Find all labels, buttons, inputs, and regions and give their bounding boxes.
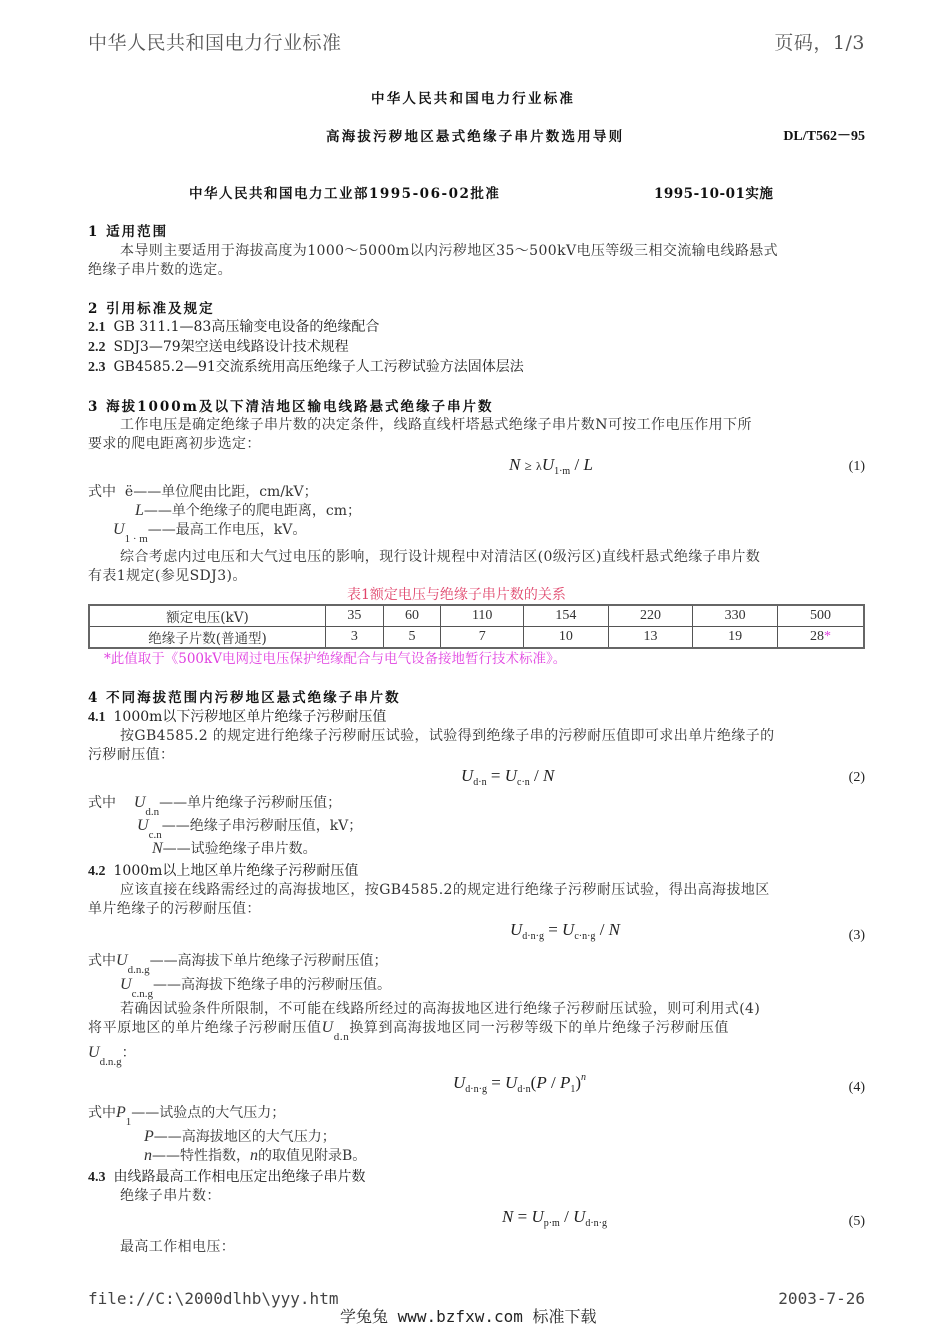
table-cell: 19 bbox=[693, 627, 778, 649]
eq-symbol: U bbox=[504, 766, 517, 785]
section-3-para-line1: 工作电压是确定绝缘子串片数的决定条件，线路直线杆塔悬式绝缘子串片数N可按工作电压作用下所 bbox=[120, 417, 752, 433]
document-title: 高海拔污秽地区悬式绝缘子串片数选用导则 bbox=[326, 129, 625, 145]
variable-definition bbox=[152, 838, 317, 858]
var-subscript: d.n.g bbox=[99, 1056, 122, 1068]
standard-code: DL/T562－95 bbox=[783, 129, 865, 144]
table-row bbox=[89, 605, 864, 627]
variable-definition bbox=[88, 1102, 285, 1128]
cell-value: 28 bbox=[809, 629, 824, 644]
eq-symbol: N bbox=[543, 766, 555, 785]
section-4-2-para2-line1: 若确因试验条件所限制，不可能在线路所经过的高海拔地区进行绝缘子污秽耐压试验，则可利用式(4) bbox=[120, 1001, 761, 1017]
eq-operator: / bbox=[546, 1073, 560, 1092]
eq-operator: ( bbox=[530, 1073, 537, 1092]
section-4-1-para-line2: 污秽耐压值： bbox=[88, 747, 175, 763]
para-text: 将平原地区的单片绝缘子污秽耐压值 bbox=[88, 1020, 322, 1036]
equation-2 bbox=[461, 766, 554, 788]
section-3-para2-line2: 有表1规定(参见SDJ3)。 bbox=[88, 568, 247, 584]
var-subscript: 1 bbox=[125, 1116, 132, 1128]
var-subscript: c.n bbox=[148, 829, 162, 841]
section-4-3-line2: 最高工作相电压： bbox=[120, 1239, 236, 1255]
var-symbol: U bbox=[88, 1044, 100, 1061]
eq-subscript: c·n·g bbox=[574, 931, 596, 942]
row-header: 额定电压(kV) bbox=[89, 605, 326, 627]
eq-operator: = bbox=[486, 766, 505, 785]
item-text: SDJ3—79架空送电线路设计技术规程 bbox=[113, 339, 349, 355]
section-3-para2-line1: 综合考虑内过电压和大气过电压的影响，现行设计规程中对清洁区(0级污区)直线杆悬式绝缘子串片数 bbox=[120, 549, 761, 565]
section-1-para-line2: 绝缘子串片数的选定。 bbox=[88, 262, 232, 278]
equation-3 bbox=[510, 920, 620, 942]
var-symbol: n bbox=[250, 1147, 258, 1164]
eq-subscript: d·n bbox=[517, 1084, 531, 1095]
var-subscript: d.n bbox=[333, 1031, 350, 1043]
equation-5 bbox=[502, 1207, 607, 1229]
section-4-3-line1: 绝缘子串片数： bbox=[120, 1188, 221, 1204]
subsection-title: 由线路最高工作相电压定出绝缘子串片数 bbox=[113, 1169, 366, 1185]
var-symbol: L bbox=[135, 502, 144, 519]
var-symbol: U bbox=[113, 521, 125, 538]
eq-symbol: U bbox=[510, 920, 523, 939]
eq-operator: ) bbox=[575, 1073, 582, 1092]
var-symbol: ë bbox=[124, 484, 134, 500]
equation-number: (1) bbox=[848, 459, 865, 474]
var-symbol: U bbox=[120, 976, 132, 993]
var-subscript: c.n.g bbox=[131, 988, 153, 1000]
item-text: GB4585.2—91交流系统用高压绝缘子人工污秽试验方法固体层法 bbox=[113, 359, 524, 375]
print-date: 2003-7-26 bbox=[778, 1289, 865, 1308]
eq-symbol: U bbox=[531, 1207, 544, 1226]
reference-item bbox=[88, 316, 379, 336]
eq-symbol: U bbox=[505, 1073, 518, 1092]
section-4-2-para2-line3 bbox=[88, 1042, 136, 1068]
eq-subscript: 1·m bbox=[554, 466, 571, 477]
eq-subscript: d·n·g bbox=[585, 1218, 608, 1229]
eq-operator: / bbox=[559, 1207, 574, 1226]
vars-prefix: 式中 bbox=[88, 484, 116, 500]
watermark: 学兔兔 www.bzfxw.com 标准下载 bbox=[340, 1307, 597, 1326]
section-4-2-para2-line2 bbox=[88, 1017, 729, 1043]
subsection-4-3-heading bbox=[88, 1166, 366, 1186]
eq-subscript: p·m bbox=[543, 1218, 560, 1229]
eq-subscript: d·n bbox=[473, 777, 487, 788]
eq-symbol: U bbox=[573, 1207, 586, 1226]
section-3-para-line2: 要求的爬电距离初步选定： bbox=[88, 436, 261, 452]
eq-subscript: 1 bbox=[570, 1084, 576, 1095]
var-symbol: U bbox=[137, 817, 149, 834]
page-number: 页码，1/3 bbox=[774, 32, 865, 54]
equation-number: (3) bbox=[848, 928, 865, 943]
eq-symbol: U bbox=[453, 1073, 466, 1092]
eq-symbol: N bbox=[502, 1207, 514, 1226]
item-number: 2.3 bbox=[88, 360, 106, 375]
eq-symbol: L bbox=[583, 455, 593, 474]
variable-definition bbox=[88, 950, 388, 976]
equation-number: (2) bbox=[848, 770, 865, 785]
section-4-1-para-line1: 按GB4585.2 的规定进行绝缘子污秽耐压试验，试验得到绝缘子串的污秽耐压值即可求出单片绝缘子的 bbox=[120, 728, 775, 744]
eq-symbol: U bbox=[461, 766, 474, 785]
section-2-heading: 2 引用标准及规定 bbox=[88, 301, 215, 317]
table-cell: 7 bbox=[441, 627, 524, 649]
eq-symbol: N bbox=[608, 920, 621, 939]
section-1-para-line1: 本导则主要适用于海拔高度为1000～5000m以内污秽地区35～500kV电压等级三相交流输电线路悬式 bbox=[120, 243, 779, 259]
eq-operator: / bbox=[529, 766, 544, 785]
equation-4 bbox=[453, 1072, 586, 1095]
var-description: ——试验绝缘子串片数。 bbox=[162, 841, 317, 857]
table-cell: 35 bbox=[326, 605, 384, 627]
table-cell: 500 bbox=[777, 605, 864, 627]
eq-operator: ≥ bbox=[524, 458, 532, 473]
para-text: 换算到高海拔地区同一污秽等级下的单片绝缘子污秽耐压值 bbox=[349, 1020, 729, 1036]
var-description: ——绝缘子串污秽耐压值，kV； bbox=[161, 818, 363, 834]
eq-subscript: c·n bbox=[517, 777, 530, 788]
table-caption: 表1额定电压与绝缘子串片数的关系 bbox=[347, 587, 566, 603]
table-cell: 13 bbox=[608, 627, 693, 649]
item-number: 2.1 bbox=[88, 320, 106, 335]
eq-symbol: U bbox=[541, 455, 555, 474]
eq-operator: = bbox=[486, 1073, 506, 1092]
var-description: ——特性指数， bbox=[152, 1148, 250, 1164]
variable-definition bbox=[144, 1126, 336, 1146]
eq-symbol: N bbox=[509, 455, 521, 474]
vars-prefix: 式中 bbox=[88, 1105, 116, 1121]
org-title: 中华人民共和国电力行业标准 bbox=[371, 91, 576, 107]
var-symbol: n bbox=[144, 1147, 152, 1164]
var-subscript: d.n.g bbox=[127, 964, 150, 976]
para-text: ： bbox=[121, 1045, 136, 1061]
section-1-heading: 1 适用范围 bbox=[88, 224, 169, 240]
page-header-title: 中华人民共和国电力行业标准 bbox=[88, 32, 342, 54]
var-description: ——单位爬由比距，cm/kV； bbox=[133, 484, 318, 500]
voltage-insulator-table bbox=[88, 604, 865, 649]
footnote-marker: * bbox=[823, 629, 831, 644]
eq-operator: / bbox=[595, 920, 609, 939]
eq-symbol: P bbox=[559, 1073, 571, 1092]
var-symbol: P bbox=[144, 1128, 154, 1145]
vars-prefix: 式中 bbox=[88, 953, 116, 969]
eq-operator: / bbox=[570, 455, 584, 474]
var-description: ——高海拔下单片绝缘子污秽耐压值； bbox=[149, 953, 388, 969]
eq-subscript: d·n·g bbox=[465, 1084, 487, 1095]
subsection-4-2-heading bbox=[88, 860, 358, 880]
effective-date: 1995-10-01实施 bbox=[654, 186, 774, 202]
subsection-number: 4.3 bbox=[88, 1170, 106, 1185]
variable-definition bbox=[120, 974, 391, 1000]
var-symbol: P bbox=[116, 1104, 126, 1121]
section-3-heading: 3 海拔1000m及以下清洁地区输电线路悬式绝缘子串片数 bbox=[88, 399, 494, 415]
var-description: ——单片绝缘子污秽耐压值； bbox=[159, 795, 342, 811]
vars-prefix: 式中 bbox=[88, 795, 116, 811]
eq-subscript: d·n·g bbox=[522, 931, 544, 942]
var-description: ——高海拔下绝缘子串的污秽耐压值。 bbox=[152, 977, 391, 993]
eq-symbol: P bbox=[536, 1073, 547, 1092]
var-description: ——试验点的大气压力； bbox=[131, 1105, 286, 1121]
eq-operator: = bbox=[513, 1207, 532, 1226]
item-number: 2.2 bbox=[88, 340, 106, 355]
table-row bbox=[89, 627, 864, 649]
var-description: ——单个绝缘子的爬电距离，cm； bbox=[143, 503, 362, 519]
var-symbol: N bbox=[152, 840, 163, 857]
reference-item bbox=[88, 336, 349, 356]
variable-definition bbox=[135, 500, 361, 520]
subsection-4-1-heading bbox=[88, 706, 386, 726]
table-cell: 5 bbox=[383, 627, 441, 649]
variable-definition bbox=[113, 519, 306, 545]
table-footnote: *此值取于《500kV电网过电压保护绝缘配合与电气设备接地暂行技术标准》。 bbox=[104, 651, 567, 667]
table-cell: 10 bbox=[524, 627, 609, 649]
equation-number: (4) bbox=[848, 1080, 865, 1095]
table-cell: 3 bbox=[326, 627, 384, 649]
table-cell bbox=[777, 627, 864, 649]
table-cell: 154 bbox=[524, 605, 609, 627]
var-symbol: U bbox=[116, 952, 128, 969]
section-4-2-para-line1: 应该直接在线路需经过的高海拔地区，按GB4585.2的规定进行绝缘子污秽耐压试验，得出高海拔地区 bbox=[120, 882, 770, 898]
section-4-heading: 4 不同海拔范围内污秽地区悬式绝缘子串片数 bbox=[88, 690, 401, 706]
file-path: file://C:\2000dlhb\yyy.htm bbox=[88, 1289, 339, 1308]
table-cell: 220 bbox=[608, 605, 693, 627]
variable-definition bbox=[144, 1145, 366, 1165]
approval-line: 中华人民共和国电力工业部1995-06-02批准 bbox=[189, 186, 501, 202]
subsection-title: 1000m以上地区单片绝缘子污秽耐压值 bbox=[113, 863, 359, 879]
variable-definition bbox=[88, 481, 318, 501]
eq-exponent: n bbox=[581, 1072, 587, 1083]
table-cell: 60 bbox=[383, 605, 441, 627]
subsection-title: 1000m以下污秽地区单片绝缘子污秽耐压值 bbox=[113, 709, 387, 725]
row-header: 绝缘子片数(普通型) bbox=[89, 627, 326, 649]
eq-symbol: λ bbox=[535, 459, 542, 473]
table-cell: 330 bbox=[693, 605, 778, 627]
eq-operator: = bbox=[543, 920, 563, 939]
subsection-number: 4.2 bbox=[88, 864, 106, 879]
var-symbol: U bbox=[133, 794, 146, 811]
section-4-2-para-line2: 单片绝缘子的污秽耐压值： bbox=[88, 901, 261, 917]
eq-symbol: U bbox=[562, 920, 575, 939]
reference-item bbox=[88, 356, 524, 376]
table-cell: 110 bbox=[441, 605, 524, 627]
var-subscript: d.n bbox=[145, 806, 160, 818]
subsection-number: 4.1 bbox=[88, 710, 106, 725]
var-description: 的取值见附录B。 bbox=[258, 1148, 367, 1164]
var-description: ——最高工作电压，kV。 bbox=[147, 522, 307, 538]
var-subscript: 1 · m bbox=[124, 533, 148, 545]
item-text: GB 311.1—83高压输变电设备的绝缘配合 bbox=[113, 319, 380, 335]
equation-1 bbox=[509, 455, 593, 477]
var-description: ——高海拔地区的大气压力； bbox=[153, 1129, 336, 1145]
var-symbol: U bbox=[321, 1019, 334, 1036]
equation-number: (5) bbox=[848, 1214, 865, 1229]
